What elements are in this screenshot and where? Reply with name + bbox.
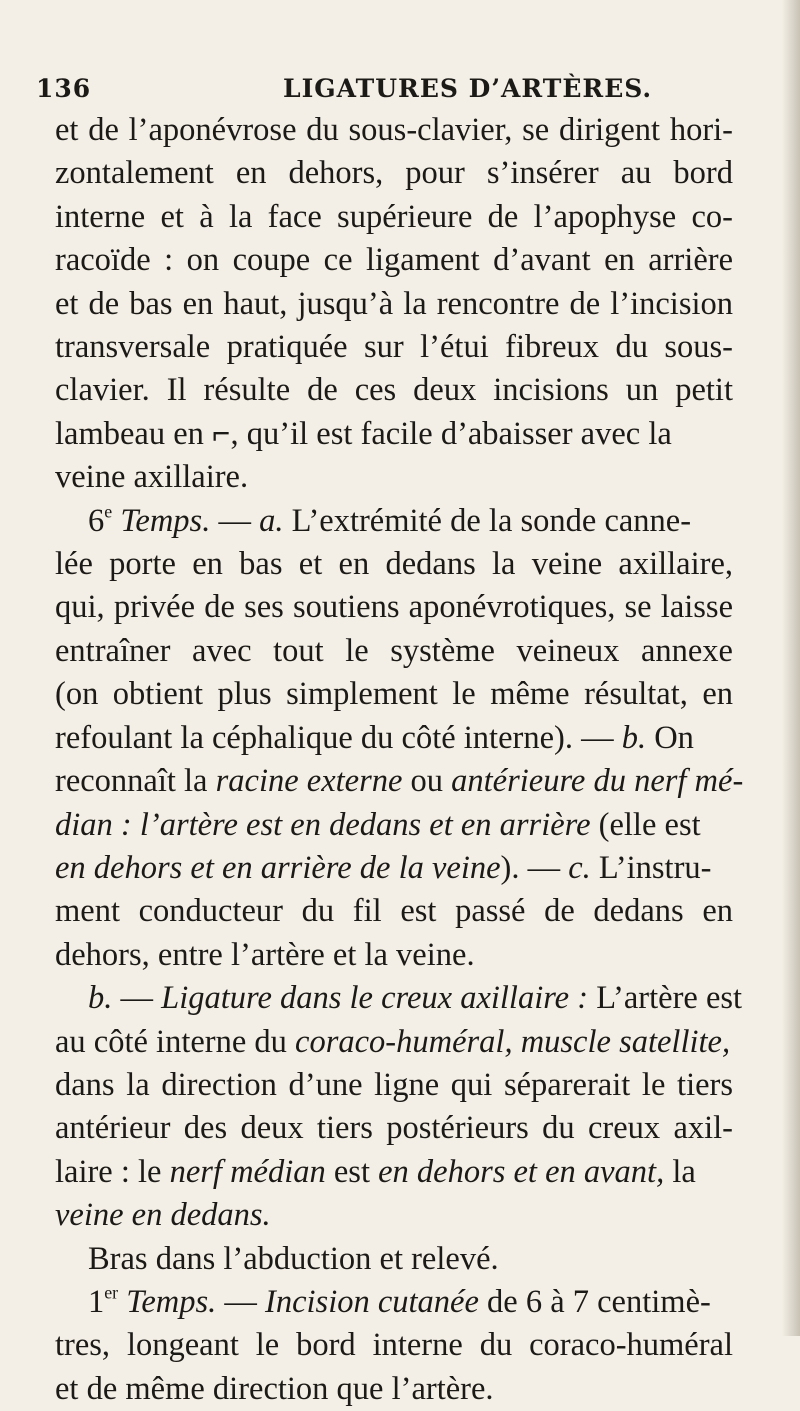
text-line: entraîner avec tout le système veineux annexe [55, 632, 733, 669]
text-line: veine en dedans. [55, 1197, 271, 1234]
text-line: b. — Ligature dans le creux axillaire : L’artère est [88, 980, 743, 1017]
text-line: lambeau en ⌐, qu’il est facile d’abaisser avec la [55, 415, 672, 452]
body-text [55, 109, 744, 1411]
text-line: antérieur des deux tiers postérieurs du creux axil- [55, 1110, 733, 1147]
text-line: tres, longeant le bord interne du coraco-huméral [55, 1327, 733, 1364]
text-line: 1er Temps. — Incision cutanée de 6 à 7 centimè- [88, 1282, 711, 1320]
corner-symbol: ⌐ [212, 415, 231, 452]
text-line: clavier. Il résulte de ces deux incisions un petit [55, 372, 733, 409]
running-title: LIGATURES D’ARTÈRES. [283, 74, 653, 103]
text-line: zontalement en dehors, pour s’insérer au bord [55, 155, 733, 192]
text-line: (on obtient plus simplement le même résultat, en [55, 676, 733, 713]
text-line: et de bas en haut, jusqu’à la rencontre de l’incision [55, 285, 733, 322]
text-line: Bras dans l’abduction et relevé. [88, 1240, 499, 1277]
text-line: 6e Temps. — a. L’extrémité de la sonde canne- [88, 501, 692, 539]
text-line: qui, privée de ses soutiens aponévrotiques, se laisse [55, 589, 733, 626]
text-line: reconnaît la racine externe ou antérieure du nerf mé- [55, 763, 744, 800]
text-line: refoulant la céphalique du côté interne). — b. On [55, 719, 694, 756]
text-line: interne et à la face supérieure de l’apophyse co- [55, 198, 733, 235]
text-line: et de l’aponévrose du sous-clavier, se dirigent hori- [55, 112, 733, 148]
text-line: au côté interne du coraco-huméral, muscle satellite, [55, 1023, 731, 1060]
page-edge-shadow [782, 0, 800, 1336]
text-line: dans la direction d’une ligne qui séparerait le tiers [55, 1066, 733, 1103]
page-number: 136 [36, 74, 92, 103]
text-line: laire : le nerf médian est en dehors et en avant, la [55, 1153, 696, 1190]
text-line: racoïde : on coupe ce ligament d’avant en arrière [55, 242, 733, 279]
text-line: lée porte en bas et en dedans la veine axillaire, [55, 546, 733, 583]
text-line: transversale pratiquée sur l’étui fibreux du sous- [55, 329, 733, 366]
text-line: dian : l’artère est en dedans et en arrière (elle est [55, 806, 701, 843]
text-line: et de même direction que l’artère. [55, 1370, 494, 1407]
text-line: ment conducteur du fil est passé de dedans en [55, 893, 733, 930]
text-line: dehors, entre l’artère et la veine. [55, 936, 475, 973]
text-line: en dehors et en arrière de la veine). — c. L’instru- [55, 849, 712, 886]
page-header [36, 74, 736, 110]
text-line: veine axillaire. [55, 459, 249, 496]
